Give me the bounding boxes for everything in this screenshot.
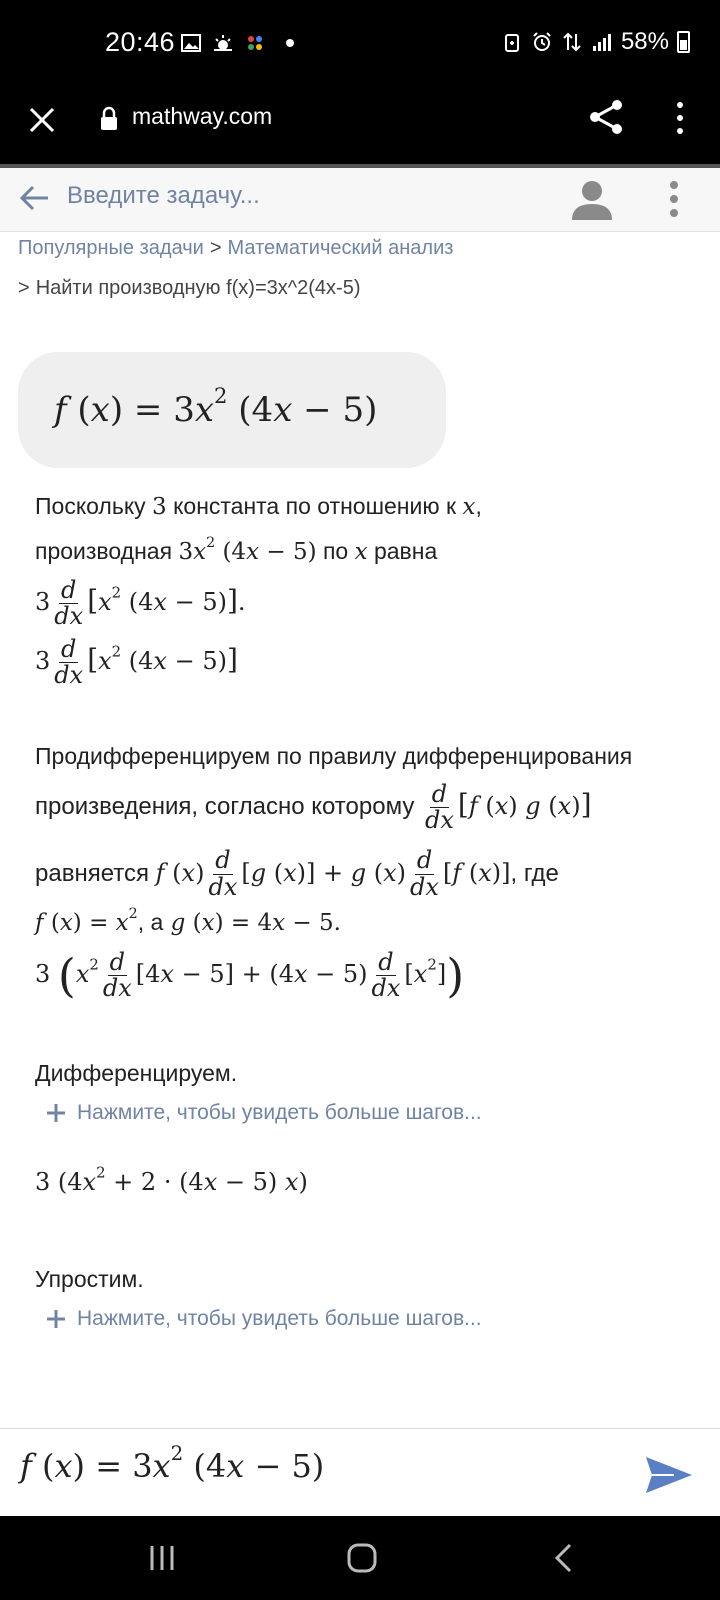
nav-home-icon[interactable] [346, 1542, 378, 1574]
step2-text-line3: равняется f (x) $\frac{d}{dx}$ [g (x)] + g (x) $\frac{d}{dx}$ [f (x)], где [35, 846, 559, 901]
share-icon[interactable] [586, 96, 626, 138]
gallery-icon [180, 32, 202, 54]
kebab-icon[interactable] [664, 178, 684, 220]
close-icon[interactable] [26, 104, 58, 136]
battery-icon [677, 31, 690, 53]
notification-dot-icon [286, 39, 294, 47]
data-arrows-icon [561, 31, 583, 53]
step4-text: Упростим. [35, 1265, 144, 1292]
app-header [0, 168, 720, 232]
step2-text-line1: Продифференцируем по правилу дифференцирования [35, 743, 633, 770]
send-icon[interactable] [644, 1453, 694, 1497]
nav-recent-icon[interactable] [148, 1544, 176, 1572]
step2-result: 3 ($x^2$ $\frac{d}{dx}$ [4x − 5] + (4x − 5) $\frac{d}{dx}$ $[x^2]$) [35, 947, 465, 1003]
url-text[interactable]: mathway.com [132, 103, 273, 129]
step3-result: 3 ($4x^2 + 2 \cdot (4x - 5)$ x) [35, 1163, 308, 1196]
breadcrumb-popular[interactable]: Популярные задачи [18, 237, 204, 259]
avatar-icon[interactable] [570, 178, 614, 222]
lock-icon [98, 106, 120, 132]
app-icon [244, 32, 266, 54]
nav-back-icon[interactable] [552, 1542, 574, 1574]
breadcrumb-separator: > [18, 277, 30, 299]
step3-text: Дифференцируем. [35, 1059, 238, 1086]
more-steps-link-1[interactable]: Нажмите, чтобы увидеть больше шагов... [45, 1101, 715, 1125]
breadcrumb-calculus[interactable]: Математический анализ [227, 237, 454, 259]
browser-toolbar [0, 88, 720, 166]
math-input-bar [0, 1429, 720, 1516]
weather-icon [212, 32, 234, 54]
math-input-field[interactable]: f $(x) = 3x^2$ (4x − 5) [20, 1442, 325, 1485]
solution-steps [35, 484, 715, 1331]
problem-formula: f $(x) = 3x^2$ (4x − 5) [54, 383, 378, 430]
plus-icon [45, 1102, 67, 1124]
breadcrumb [18, 228, 708, 308]
breadcrumb-separator: > [209, 237, 222, 259]
menu-icon[interactable] [670, 98, 690, 138]
signal-icon [591, 31, 613, 53]
problem-bubble [18, 352, 446, 468]
status-time: 20:46 [105, 27, 176, 57]
breadcrumb-current: Найти производную f(x)=3x^2(4x-5) [35, 277, 361, 299]
step1-result: 3 $\frac{d}{dx}$ [$x^2$ (4x − 5)] [35, 635, 238, 690]
back-arrow-icon[interactable] [18, 181, 52, 215]
battery-percent: 58% [620, 28, 669, 55]
status-bar [0, 0, 720, 88]
system-nav-bar [0, 1516, 720, 1600]
alarm-icon [531, 31, 553, 53]
step2-text-line4: f $(x) = x^2$, а g (x) = 4x − 5. [35, 905, 341, 936]
battery-saver-icon [501, 31, 523, 53]
step1-formula-a: 3 $\frac{d}{dx}$ [$x^2$ (4x − 5)]. [35, 575, 246, 630]
step2-text-line2: произведения, согласно которому $\frac{d}{dx}$ [f (x) g (x)] [35, 780, 592, 835]
more-steps-link-2[interactable]: Нажмите, чтобы увидеть больше шагов... [45, 1307, 715, 1331]
problem-search-input[interactable]: Введите задачу... [67, 182, 260, 209]
plus-icon [45, 1308, 67, 1330]
step1-text: Поскольку 3 константа по отношению к x, производная $3x^2$ (4x − 5) по x равна [35, 493, 482, 565]
